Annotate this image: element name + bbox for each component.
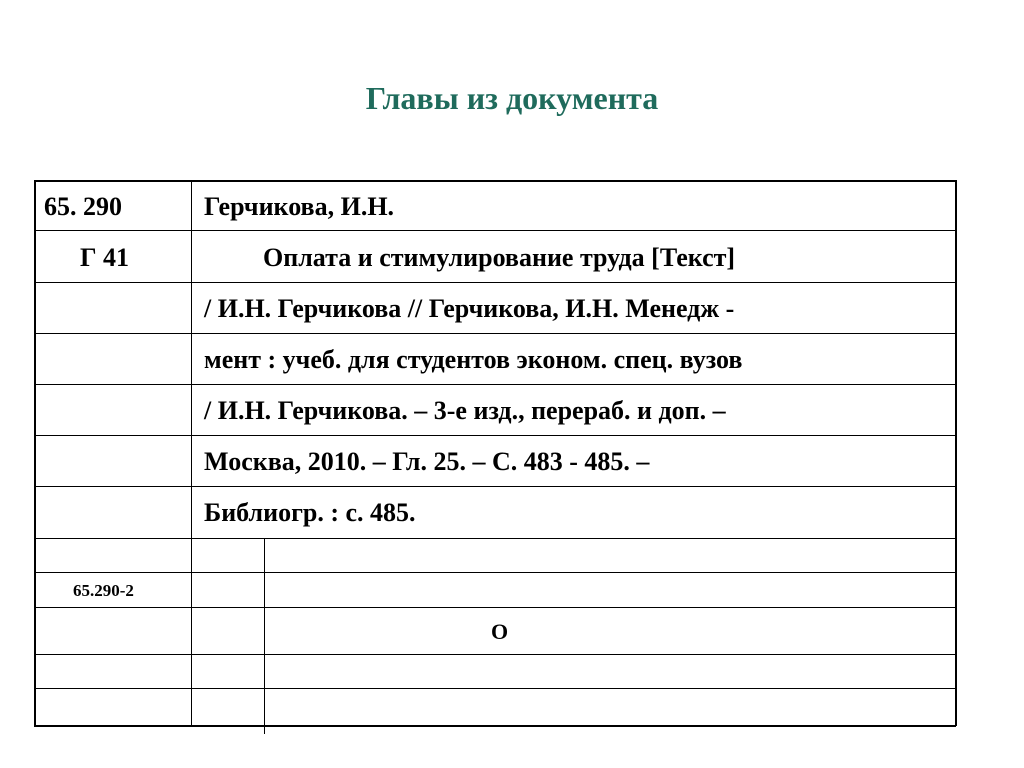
author-sign: Г 41 (80, 243, 130, 272)
page-title: Главы из документа (365, 80, 659, 116)
card-column-divider (191, 180, 192, 726)
card-row-divider (34, 384, 956, 385)
card-row-divider (34, 282, 956, 283)
card-left-border (34, 180, 36, 726)
class-code: 65. 290 (44, 192, 122, 221)
title-line: Оплата и стимулирование труда [Текст] (263, 243, 736, 272)
card-row-divider (34, 538, 956, 539)
card-row-divider (34, 572, 956, 573)
card-row-divider (34, 688, 956, 689)
description-line: мент : учеб. для студентов эконом. спец. вузов (204, 345, 743, 374)
card-right-border (955, 180, 957, 726)
description-line: / И.Н. Герчикова // Герчикова, И.Н. Менедж - (204, 294, 735, 323)
card-row-divider (34, 486, 956, 487)
card-bottom-border (34, 725, 956, 727)
inventory-code: 65.290-2 (73, 581, 134, 600)
card-indent-line (264, 538, 265, 734)
description-line: / И.Н. Герчикова. – 3-е изд., перераб. и доп. – (204, 396, 726, 425)
card-top-border (34, 180, 956, 182)
card-row-divider (34, 607, 956, 608)
author-heading: Герчикова, И.Н. (204, 192, 395, 221)
card-row-divider (34, 230, 956, 231)
card-mark: О (491, 619, 509, 644)
card-row-divider (34, 435, 956, 436)
description-line: Москва, 2010. – Гл. 25. – С. 483 - 485. – (204, 447, 650, 476)
description-line: Библиогр. : с. 485. (204, 498, 416, 527)
card-row-divider (34, 654, 956, 655)
card-row-divider (34, 333, 956, 334)
